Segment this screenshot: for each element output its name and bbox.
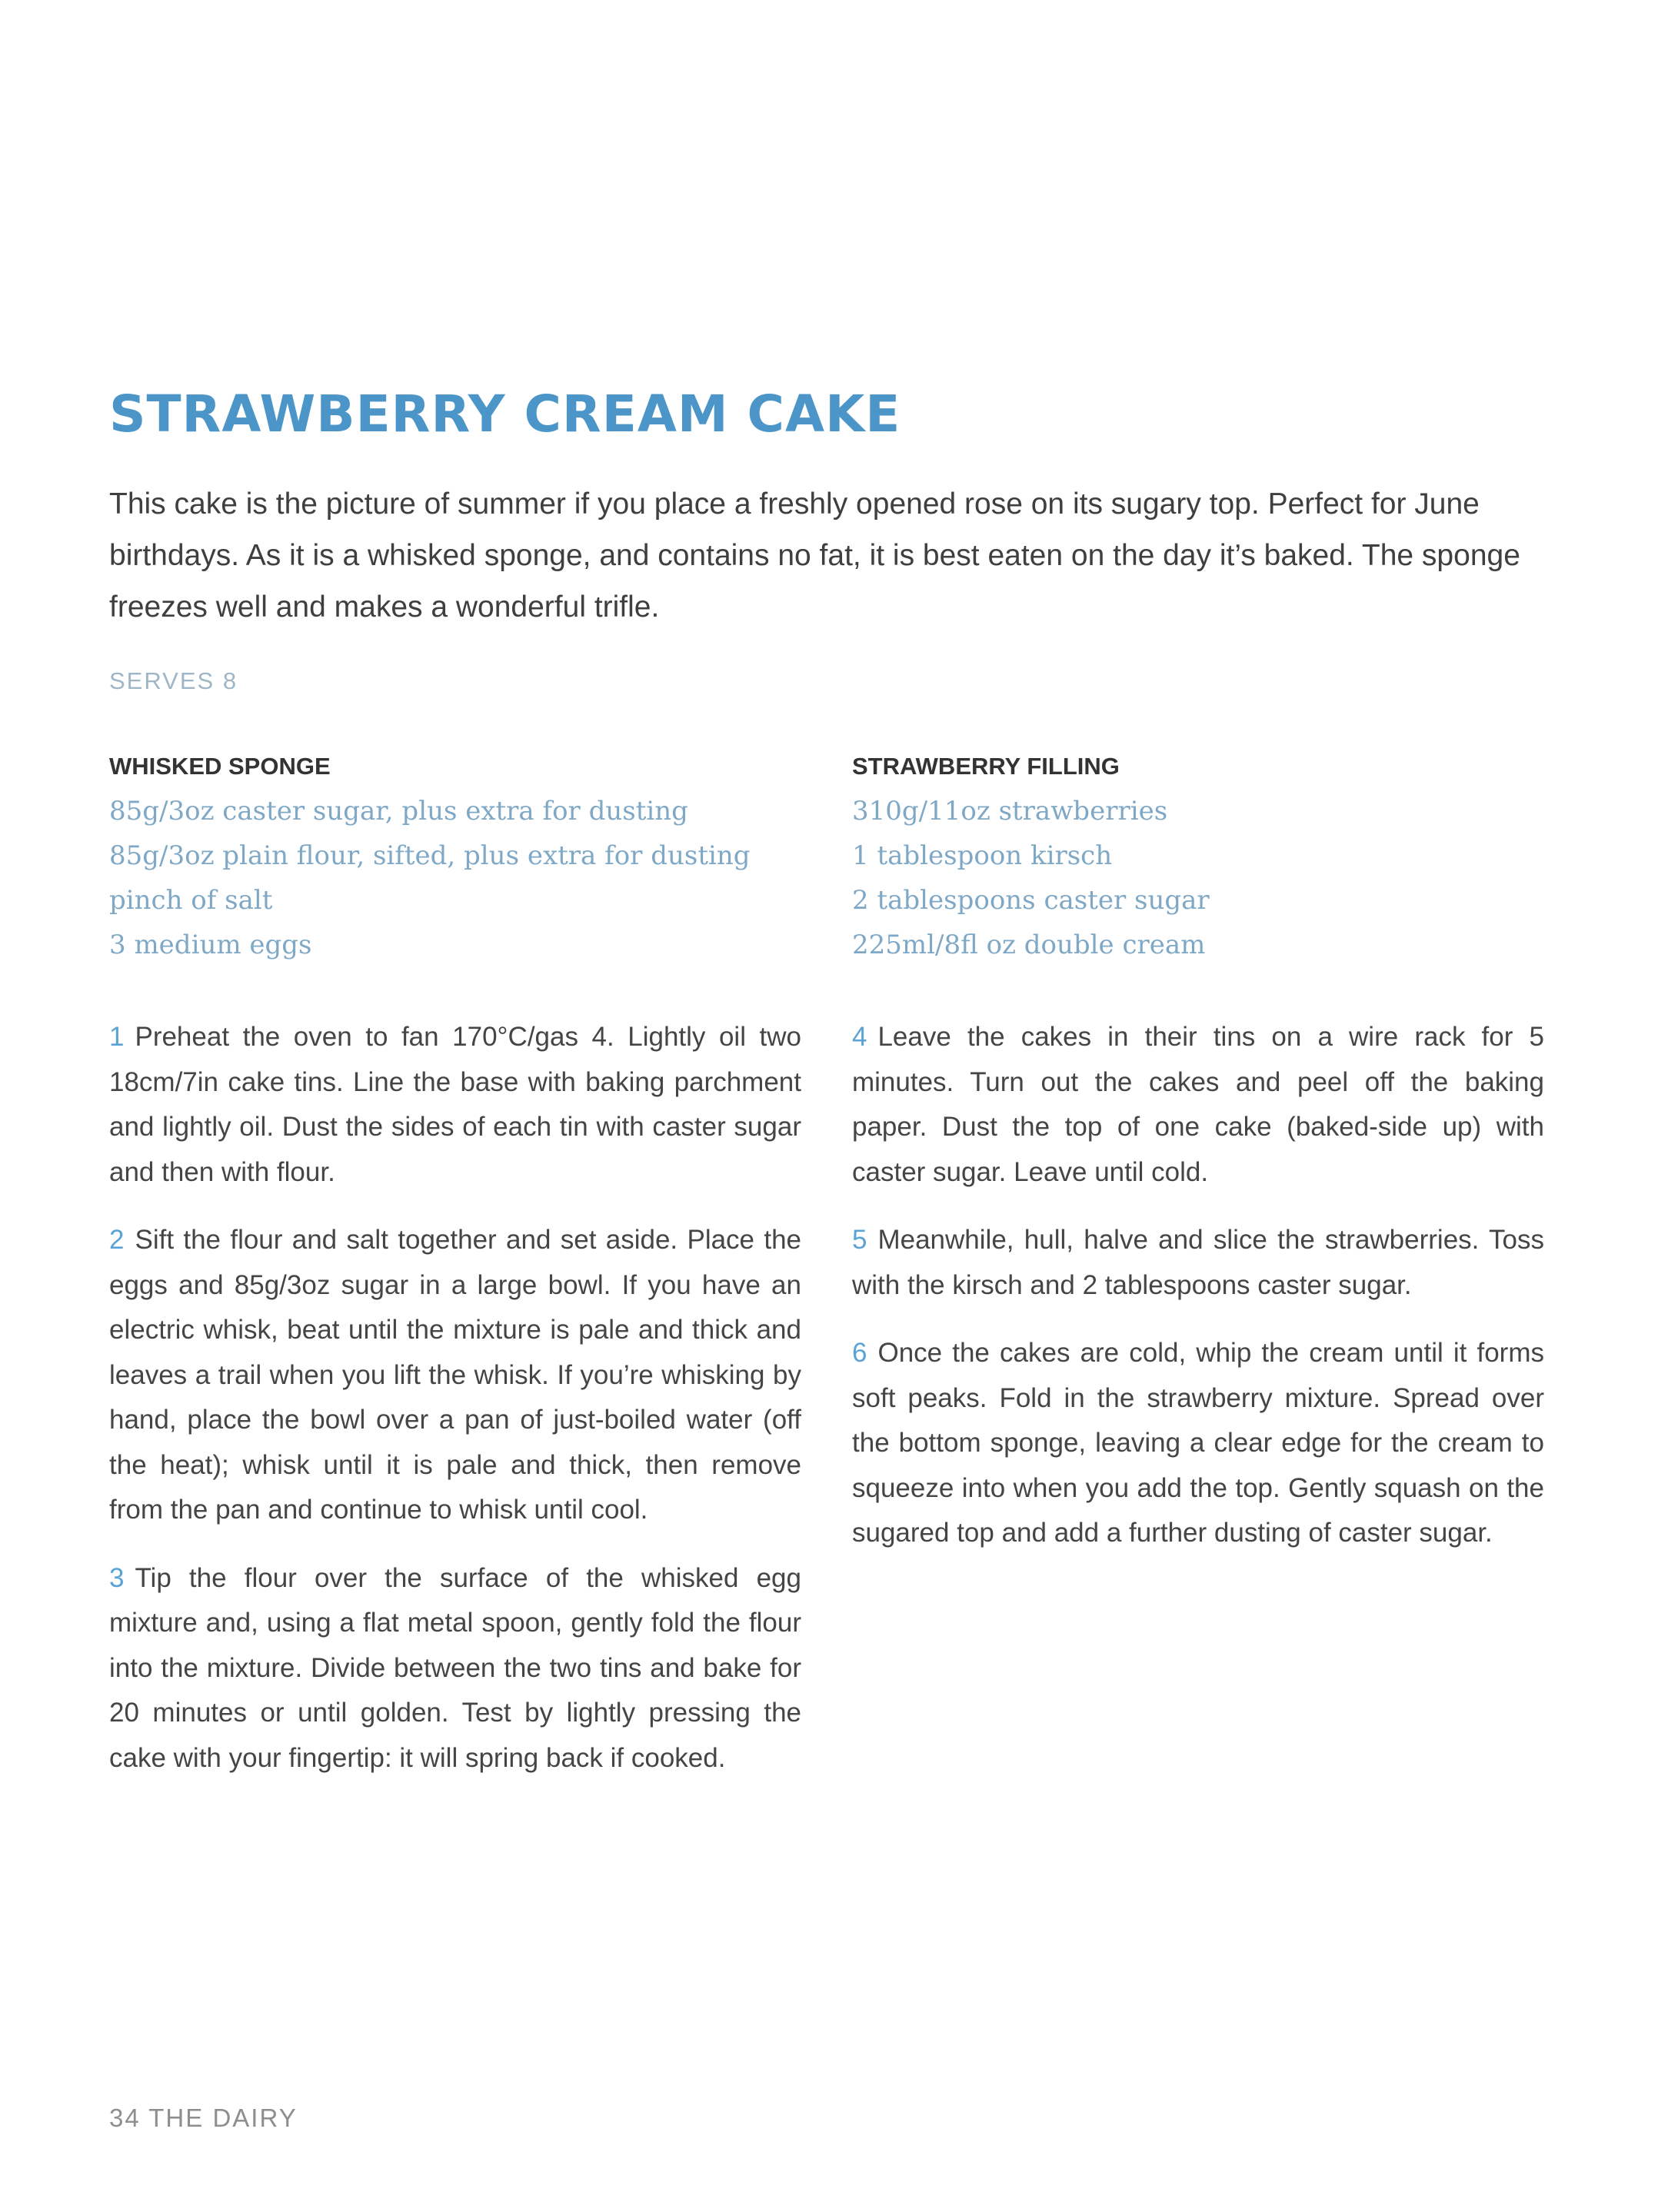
step-text: Once the cakes are cold, whip the cream until it forms soft peaks. Fold in the strawberry mixture. Spread over the bottom sponge, leaving a clear edge for the cream to squeeze into when you add the top. Gently squash on the sugared top and add a further dusting of caster sugar. (852, 1338, 1544, 1548)
step-text: Meanwhile, hull, halve and slice the strawberries. Toss with the kirsch and 2 tablespoons caster sugar. (852, 1225, 1544, 1300)
filling-ingredients-heading: STRAWBERRY FILLING (852, 753, 1120, 780)
method-step-3 (109, 1556, 801, 1781)
method-step-6 (852, 1331, 1544, 1556)
ingredient-item: 85g/3oz caster sugar, plus extra for dusting (109, 796, 688, 827)
recipe-title: STRAWBERRY CREAM CAKE (109, 384, 901, 444)
method-step-4 (852, 1015, 1544, 1195)
filling-ingredients-list (852, 789, 1544, 967)
ingredient-item: 225ml/8fl oz double cream (852, 930, 1206, 960)
method-step-1 (109, 1015, 801, 1195)
step-number: 1 (109, 1022, 125, 1052)
ingredient-item: 2 tablespoons caster sugar (852, 885, 1210, 916)
method-steps-right (852, 1015, 1544, 1556)
ingredient-item: 3 medium eggs (109, 930, 312, 960)
step-number: 3 (109, 1562, 125, 1593)
ingredient-item: 85g/3oz plain flour, sifted, plus extra for dusting (109, 840, 751, 871)
page-footer: 34 THE DAIRY (109, 2104, 298, 2132)
method-steps-left (109, 1015, 801, 1781)
method-step-5 (852, 1218, 1544, 1308)
recipe-intro: This cake is the picture of summer if you place a freshly opened rose on its sugary top. Perfect for June birthdays. As it is a whisked sponge, and contains no fat, it is best eaten on the day it’s baked. The sponge freezes well and makes a wonderful trifle. (109, 487, 1520, 624)
step-number: 6 (852, 1338, 867, 1368)
ingredient-item: 310g/11oz strawberries (852, 796, 1168, 827)
step-number: 5 (852, 1225, 867, 1255)
ingredient-item: 1 tablespoon kirsch (852, 840, 1113, 871)
right-column (852, 744, 1544, 1579)
step-text: Sift the flour and salt together and set aside. Place the eggs and 85g/3oz sugar in a large bowl. If you have an electric whisk, beat until the mixture is pale and thick and leaves a trail when you lift the whisk. If you’re whisking by hand, place the bowl over a pan of just-boiled water (off the heat); whisk until it is pale and thick, then remove from the pan and continue to whisk until cool. (109, 1225, 801, 1525)
step-text: Leave the cakes in their tins on a wire rack for 5 minutes. Turn out the cakes and peel off the baking paper. Dust the top of one cake (baked-side up) with caster sugar. Leave until cold. (852, 1022, 1544, 1187)
left-column (109, 744, 801, 1804)
serves-label: SERVES 8 (109, 667, 238, 694)
sponge-ingredients-heading: WHISKED SPONGE (109, 753, 331, 780)
step-number: 4 (852, 1022, 867, 1052)
step-text: Tip the flour over the surface of the whisked egg mixture and, using a flat metal spoon, gently fold the flour into the mixture. Divide between the two tins and bake for 20 minutes or until golden. Test by lightly pressing the cake with your fingertip: it will spring back if cooked. (109, 1562, 801, 1773)
ingredient-item: pinch of salt (109, 885, 273, 916)
method-step-2 (109, 1218, 801, 1533)
sponge-ingredients-list (109, 789, 801, 967)
step-text: Preheat the oven to fan 170°C/gas 4. Lightly oil two 18cm/7in cake tins. Line the base with baking parchment and lightly oil. Dust the sides of each tin with caster sugar and then with flour. (109, 1022, 801, 1187)
step-number: 2 (109, 1225, 125, 1255)
